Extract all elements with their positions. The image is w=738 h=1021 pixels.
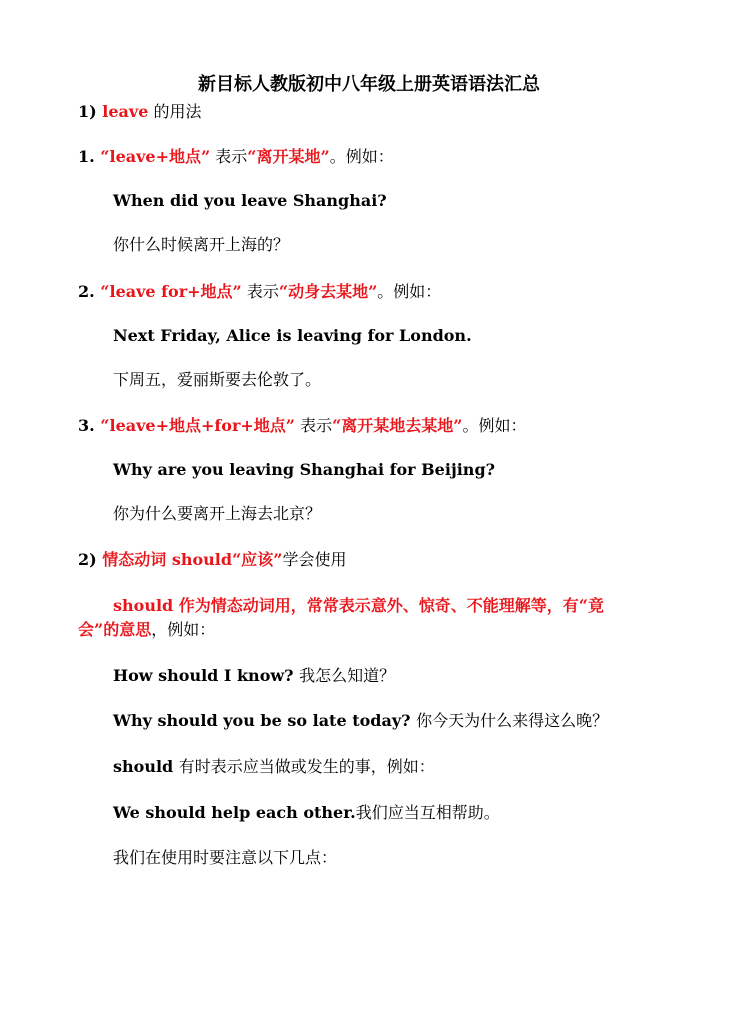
item3-heading [78, 415, 527, 437]
item2-heading [78, 281, 441, 303]
should-note2-cn: 有时表示应当做或发生的事，例如： [178, 757, 435, 776]
example-3-en: We should help each other. [113, 803, 356, 822]
item3-example-en: Why are you leaving Shanghai for Beijing? [113, 460, 495, 479]
should-note2-en: should [113, 757, 179, 776]
item2-example-cn: 下周五，爱丽斯要去伦敦了。 [113, 370, 322, 389]
section2-title: 情态动词 should“应该” [102, 550, 283, 569]
item1-pattern: “leave+地点” [100, 147, 211, 166]
section1-heading [78, 101, 201, 123]
section2-heading [78, 549, 347, 571]
item1-tail: 。例如： [329, 147, 394, 166]
section1-keyword: leave [102, 102, 149, 121]
section1-prefix: 1) [78, 102, 103, 121]
item1-meaning: “离开某地” [247, 147, 330, 166]
example-line-3 [113, 802, 500, 824]
item2-meaning: “动身去某地” [278, 282, 378, 301]
example-3-cn: 我们应当互相帮助。 [355, 803, 500, 822]
item1-num: 1. [78, 147, 101, 166]
item3-num: 3. [78, 416, 101, 435]
item3-tail: 。例如： [462, 416, 527, 435]
section2-suffix: 学会使用 [282, 550, 347, 569]
should-note-line2-red: 会”的意思 [78, 620, 152, 639]
item2-example-en: Next Friday, Alice is leaving for London. [113, 326, 472, 345]
item2-tail: 。例如： [377, 282, 442, 301]
example-1-en: How should I know? [113, 666, 300, 685]
item3-meaning: “离开某地去某地” [332, 416, 463, 435]
item2-pattern: “leave for+地点” [100, 282, 242, 301]
document-title: 新目标人教版初中八年级上册英语语法汇总 [198, 74, 540, 95]
example-1-cn: 我怎么知道？ [299, 666, 396, 685]
item2-mid: 表示 [241, 282, 279, 301]
example-2-cn: 你今天为什么来得这么晚？ [416, 711, 609, 730]
should-note-line2 [78, 619, 215, 641]
example-2-en: Why should you be so late today? [113, 711, 417, 730]
item3-example-cn: 你为什么要离开上海去北京？ [113, 504, 322, 523]
item1-heading [78, 146, 394, 168]
should-note-line2-tail: ，例如： [151, 620, 216, 639]
section1-suffix: 的用法 [148, 102, 202, 121]
should-note-line1: should 作为情态动词用，常常表示意外、惊奇、不能理解等，有“竟 [113, 596, 604, 615]
item1-mid: 表示 [210, 147, 248, 166]
item3-mid: 表示 [295, 416, 333, 435]
should-note2 [113, 756, 435, 778]
item2-num: 2. [78, 282, 101, 301]
item1-example-cn: 你什么时候离开上海的？ [113, 235, 290, 254]
section2-prefix: 2) [78, 550, 103, 569]
example-line-2 [113, 710, 608, 732]
item3-pattern: “leave+地点+for+地点” [100, 416, 295, 435]
example-line-1 [113, 665, 395, 687]
item1-example-en: When did you leave Shanghai? [113, 191, 387, 210]
closing-line: 我们在使用时要注意以下几点： [113, 848, 338, 867]
